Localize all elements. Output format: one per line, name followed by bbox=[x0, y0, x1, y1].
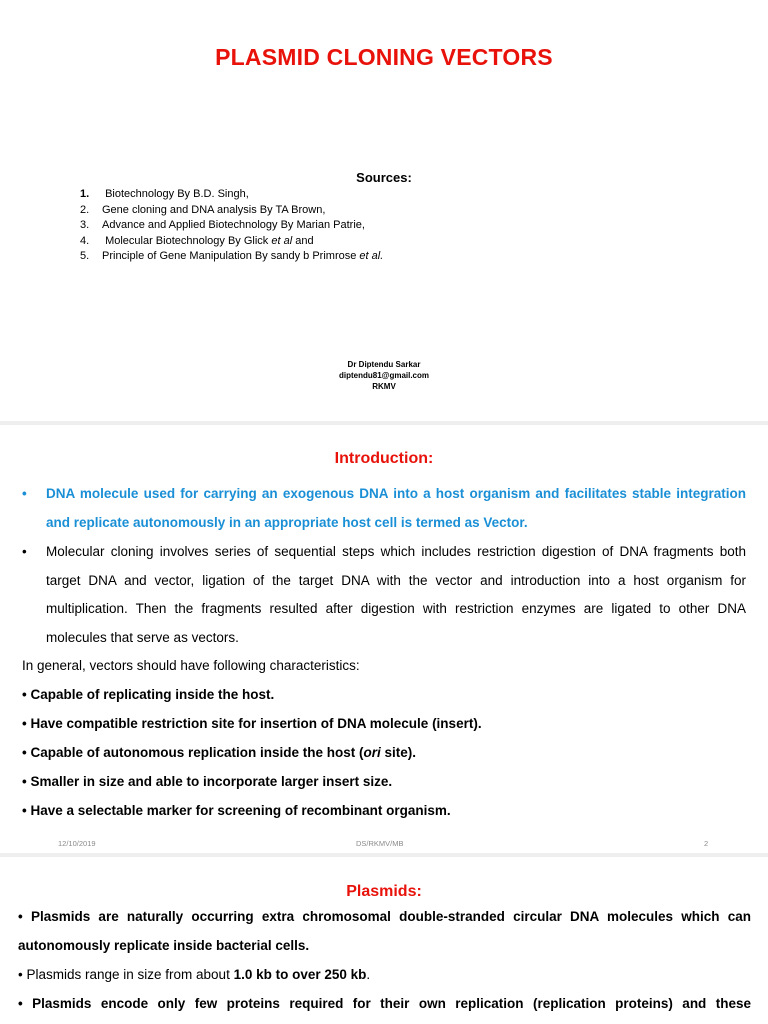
sources-heading: Sources: bbox=[356, 170, 412, 185]
plasmid-proteins: • Plasmids encode only few proteins required for their own replication (replication proteins) and these bbox=[18, 996, 751, 1011]
footer-date: 12/10/2019 bbox=[58, 839, 96, 848]
author-name: Dr Diptendu Sarkar bbox=[347, 360, 421, 369]
molecular-cloning-paragraph: • Molecular cloning involves series of sequential steps which includes restriction digestion of DNA fragments both target DNA and vector, ligation of the target DNA with the vector and introduction into a host organism for multiplication. Then the fragments resulted after digestion with restriction enzymes are ligated to other DNA molecules that serve as vectors. bbox=[22, 538, 746, 652]
footer-label: DS/RKMV/MB bbox=[356, 839, 404, 848]
source-item: 2. Gene cloning and DNA analysis By TA Brown, bbox=[80, 203, 326, 216]
plasmids-heading: Plasmids: bbox=[346, 883, 422, 900]
sources-list bbox=[80, 187, 383, 265]
slide-title: PLASMID CLONING VECTORS bbox=[215, 44, 553, 70]
characteristics-intro: In general, vectors should have following characteristics: bbox=[22, 658, 360, 673]
bullet-icon: • bbox=[22, 544, 27, 559]
footer-page-number: 2 bbox=[704, 839, 709, 848]
plasmids-slide bbox=[0, 857, 768, 1024]
source-item: 1. Biotechnology By B.D. Singh, bbox=[80, 188, 249, 200]
bullet-icon: • bbox=[22, 486, 27, 501]
source-item: 5. Principle of Gene Manipulation By sandy b Primrose et al. bbox=[80, 250, 384, 262]
source-item: 4. Molecular Biotechnology By Glick et al and bbox=[80, 234, 314, 247]
source-item: 3. Advance and Applied Biotechnology By Marian Patrie, bbox=[80, 219, 365, 231]
vector-definition: • DNA molecule used for carrying an exogenous DNA into a host organism and facilitates stable integration and replicate autonomously in an appropriate host cell is termed as Vector. bbox=[22, 480, 746, 537]
title-slide bbox=[0, 0, 768, 425]
author-email: diptendu81@gmail.com bbox=[338, 371, 430, 380]
author-affiliation: RKMV bbox=[372, 382, 396, 391]
plasmid-definition: • Plasmids are naturally occurring extra chromosomal double-stranded circular DNA molecules which can autonomously replicate inside bacterial cells. bbox=[18, 909, 751, 953]
characteristic-item: • Capable of autonomous replication inside the host (ori site). bbox=[22, 745, 417, 760]
characteristic-item: • Capable of replicating inside the host. bbox=[22, 687, 275, 702]
introduction-slide bbox=[0, 425, 768, 857]
author-block bbox=[0, 359, 768, 392]
characteristic-item: • Have compatible restriction site for insertion of DNA molecule (insert). bbox=[22, 716, 482, 731]
introduction-heading: Introduction: bbox=[334, 450, 434, 467]
characteristic-item: • Smaller in size and able to incorporate larger insert size. bbox=[22, 774, 393, 789]
characteristic-item: • Have a selectable marker for screening of recombinant organism. bbox=[22, 803, 451, 818]
plasmid-size: • Plasmids range in size from about 1.0 kb to over 250 kb. bbox=[18, 967, 371, 982]
